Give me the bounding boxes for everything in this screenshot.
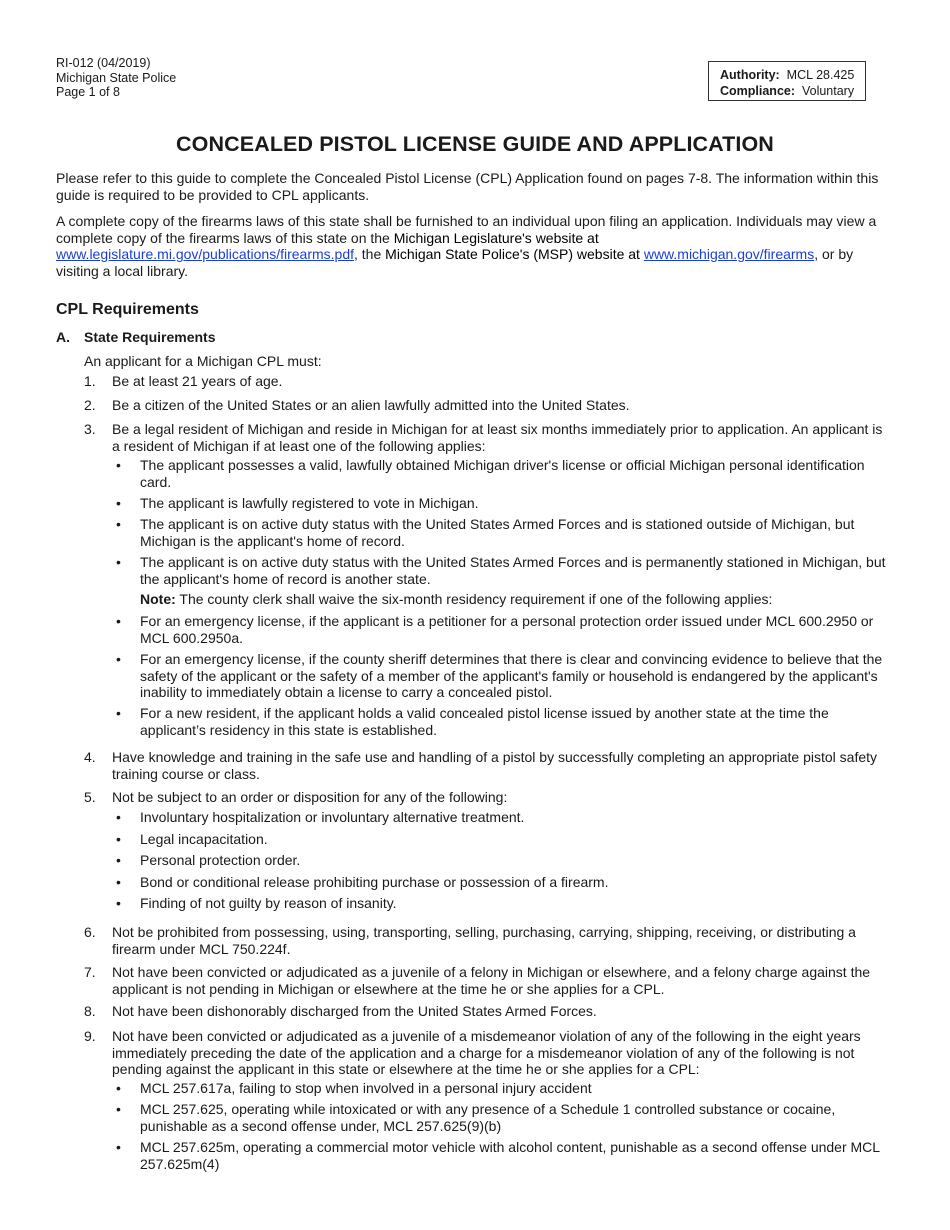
misdemeanor-bullet: MCL 257.625, operating while intoxicated or with any presence of a Schedule 1 controlled substance or cocaine, punishable as a second offense under, MCL 257.625(9)(b) [140,1101,836,1134]
waiver-bullet: For a new resident, if the applicant holds a valid concealed pistol license issued by another state at the time the applicant’s residency in this state is established. [140,705,829,738]
note-label: Note: [140,591,176,607]
firearms-laws-paragraph [56,213,891,279]
compliance-label: Compliance: [720,83,796,98]
authority-value: MCL 28.425 [786,68,855,82]
item-number: 3. [84,421,96,437]
bullet-glyph: • [116,554,121,570]
residency-note [140,591,890,608]
item-number: 6. [84,924,96,940]
item-text: Not be prohibited from possessing, using, transporting, selling, purchasing, carrying, shipping, receiving, or distributing a firearm under MCL 750.224f. [112,924,856,957]
section-title: CPL Requirements [56,301,199,318]
misdemeanor-bullet: MCL 257.625m, operating a commercial motor vehicle with alcohol content, punishable as a second offense under MCL 257.625m(4) [140,1139,880,1172]
waiver-bullet: For an emergency license, if the applicant is a petitioner for a personal protection order issued under MCL 600.2950 or MCL 600.2950a. [140,613,874,646]
item-number: 1. [84,373,96,389]
subsection-letter: A. [56,329,70,345]
form-id: RI-012 (04/2019) [56,56,151,70]
laws-text-3: , the [354,246,386,262]
item-number: 7. [84,964,96,980]
item-number: 5. [84,789,96,805]
residency-bullet: The applicant is on active duty status with the United States Armed Forces and is stationed outside of Michigan, but Michigan is the applicant's home of record. [140,516,855,549]
bullet-glyph: • [116,613,121,629]
form-header [56,56,176,100]
item-text: Not be subject to an order or disposition for any of the following: [112,789,508,805]
residency-bullet: The applicant is on active duty status with the United States Armed Forces and is permanently stationed in Michigan, but the applicant's home of record is another state. [140,554,886,587]
residency-bullet: The applicant possesses a valid, lawfully obtained Michigan driver's license or official Michigan personal identification card. [140,457,865,490]
subsection-title: State Requirements [84,329,216,345]
bullet-glyph: • [116,809,121,825]
bullet-glyph: • [116,516,121,532]
bullet-glyph: • [116,852,121,868]
residency-bullet: The applicant is lawfully registered to vote in Michigan. [140,495,479,511]
compliance-value: Voluntary [801,83,855,98]
subsection-heading [56,329,215,346]
item-number: 8. [84,1003,96,1019]
bullet-glyph: • [116,1101,121,1117]
item-text: Not have been convicted or adjudicated as a juvenile of a misdemeanor violation of any of the following in the eight years immediately preceding the date of the application and a charge for a misdemeanor violation of any of the following is not pending against the applicant in this state or elsewhere at the time he or she applies for a CPL: [112,1028,861,1077]
bullet-glyph: • [116,651,121,667]
bullet-glyph: • [116,874,121,890]
order-bullet: Personal protection order. [140,852,301,868]
misdemeanor-bullet: MCL 257.617a, failing to stop when involved in a personal injury accident [140,1080,592,1096]
laws-text-1: A complete copy of the firearms laws of this state shall be furnished to an individual upon filing an application. Individuals may view a complete copy of the firearms laws of this state on the [56,213,877,246]
authority-box [708,61,866,101]
requirements-lead: An applicant for a Michigan CPL must: [84,353,322,369]
order-bullet: Bond or conditional release prohibiting purchase or possession of a firearm. [140,874,609,890]
item-number: 4. [84,749,96,765]
document-title: CONCEALED PISTOL LICENSE GUIDE AND APPLICATION [176,132,774,156]
bullet-glyph: • [116,1139,121,1155]
note-text: The county clerk shall waive the six-month residency requirement if one of the following applies: [175,591,773,607]
item-text: Have knowledge and training in the safe use and handling of a pistol by successfully completing an appropriate pistol safety training course or class. [112,749,878,782]
bullet-glyph: • [116,495,121,511]
item-number: 2. [84,397,96,413]
order-bullet: Legal incapacitation. [140,831,268,847]
item-text: Be a citizen of the United States or an alien lawfully admitted into the United States. [112,397,630,413]
item-text: Be at least 21 years of age. [112,373,283,389]
item-text: Not have been dishonorably discharged from the United States Armed Forces. [112,1003,597,1019]
bullet-glyph: • [116,457,121,473]
bullet-glyph: • [116,895,121,911]
item-text: Be a legal resident of Michigan and reside in Michigan for at least six months immediately prior to application. An applicant is a resident of Michigan if at least one of the following applies: [112,421,883,454]
waiver-bullet: For an emergency license, if the county sheriff determines that there is clear and convincing evidence to believe that the safety of the applicant or the safety of a member of the applicant's family or household is endangered by the applicant's inability to immediately obtain a license to carry a concealed pistol. [140,651,883,700]
laws-text-2: Michigan Legislature's website at [393,229,599,246]
bullet-glyph: • [116,831,121,847]
bullet-glyph: • [116,705,121,721]
page-number: Page 1 of 8 [56,85,120,99]
order-bullet: Finding of not guilty by reason of insanity. [140,895,397,911]
laws-text-5: , or by visiting a local library. [56,246,854,279]
authority-label: Authority: [720,68,780,82]
order-bullet: Involuntary hospitalization or involuntary alternative treatment. [140,809,525,825]
item-number: 9. [84,1028,96,1044]
intro-paragraph: Please refer to this guide to complete the Concealed Pistol License (CPL) Application found on pages 7-8. The information within this guide is required to be provided to CPL applicants. [56,170,879,203]
bullet-glyph: • [116,1080,121,1096]
msp-firearms-link[interactable]: www.michigan.gov/firearms [643,246,815,262]
laws-text-4: Michigan State Police's (MSP) website at [385,246,644,262]
item-text: Not have been convicted or adjudicated as a juvenile of a felony in Michigan or elsewhere, and a felony charge against the applicant is not pending in Michigan or elsewhere at the time he or she applies for a CPL. [112,964,871,997]
legislature-link[interactable]: www.legislature.mi.gov/publications/firearms.pdf [56,246,355,262]
agency-name: Michigan State Police [56,70,177,85]
